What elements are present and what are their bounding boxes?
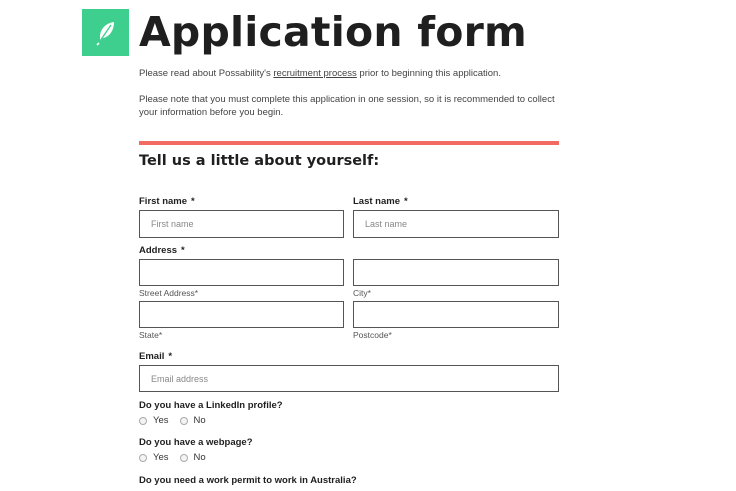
- intro-paragraph-2: Please note that you must complete this application in one session, so it is recommended to collect your information before you begin.: [139, 94, 555, 118]
- recruitment-process-link[interactable]: recruitment process: [273, 68, 357, 79]
- city-input[interactable]: [353, 259, 559, 286]
- webpage-yes-radio[interactable]: [139, 454, 147, 462]
- linkedin-no-radio[interactable]: [180, 417, 188, 425]
- postcode-input[interactable]: [353, 301, 559, 328]
- webpage-yes-option[interactable]: Yes: [139, 452, 169, 463]
- linkedin-question: Do you have a LinkedIn profile?: [139, 400, 283, 411]
- last-name-label: Last name *: [353, 196, 408, 207]
- email-label: Email *: [139, 351, 173, 362]
- linkedin-yes-radio[interactable]: [139, 417, 147, 425]
- address-label: Address *: [139, 245, 185, 256]
- first-name-input[interactable]: [139, 210, 344, 238]
- page-title: Application form: [139, 8, 527, 56]
- city-label: City*: [353, 288, 371, 298]
- webpage-no-radio[interactable]: [180, 454, 188, 462]
- section-divider: [139, 141, 559, 145]
- linkedin-no-option[interactable]: No: [180, 415, 206, 426]
- logo: [82, 9, 129, 56]
- last-name-input[interactable]: [353, 210, 559, 238]
- postcode-label: Postcode*: [353, 330, 392, 340]
- email-input[interactable]: [139, 365, 559, 392]
- first-name-label: First name *: [139, 196, 195, 207]
- feather-icon: [92, 19, 120, 47]
- state-input[interactable]: [139, 301, 344, 328]
- linkedin-yes-option[interactable]: Yes: [139, 415, 169, 426]
- intro-paragraph-1: Please read about Possability's recruitment process prior to beginning this application.: [139, 68, 501, 79]
- webpage-radio-group: [139, 452, 217, 463]
- street-address-input[interactable]: [139, 259, 344, 286]
- intro-text: [139, 67, 569, 119]
- section-title: Tell us a little about yourself:: [139, 153, 380, 169]
- work-permit-question: Do you need a work permit to work in Australia?: [139, 475, 357, 486]
- state-label: State*: [139, 330, 163, 340]
- street-address-label: Street Address*: [139, 288, 199, 298]
- linkedin-radio-group: [139, 415, 217, 426]
- webpage-question: Do you have a webpage?: [139, 437, 253, 448]
- webpage-no-option[interactable]: No: [180, 452, 206, 463]
